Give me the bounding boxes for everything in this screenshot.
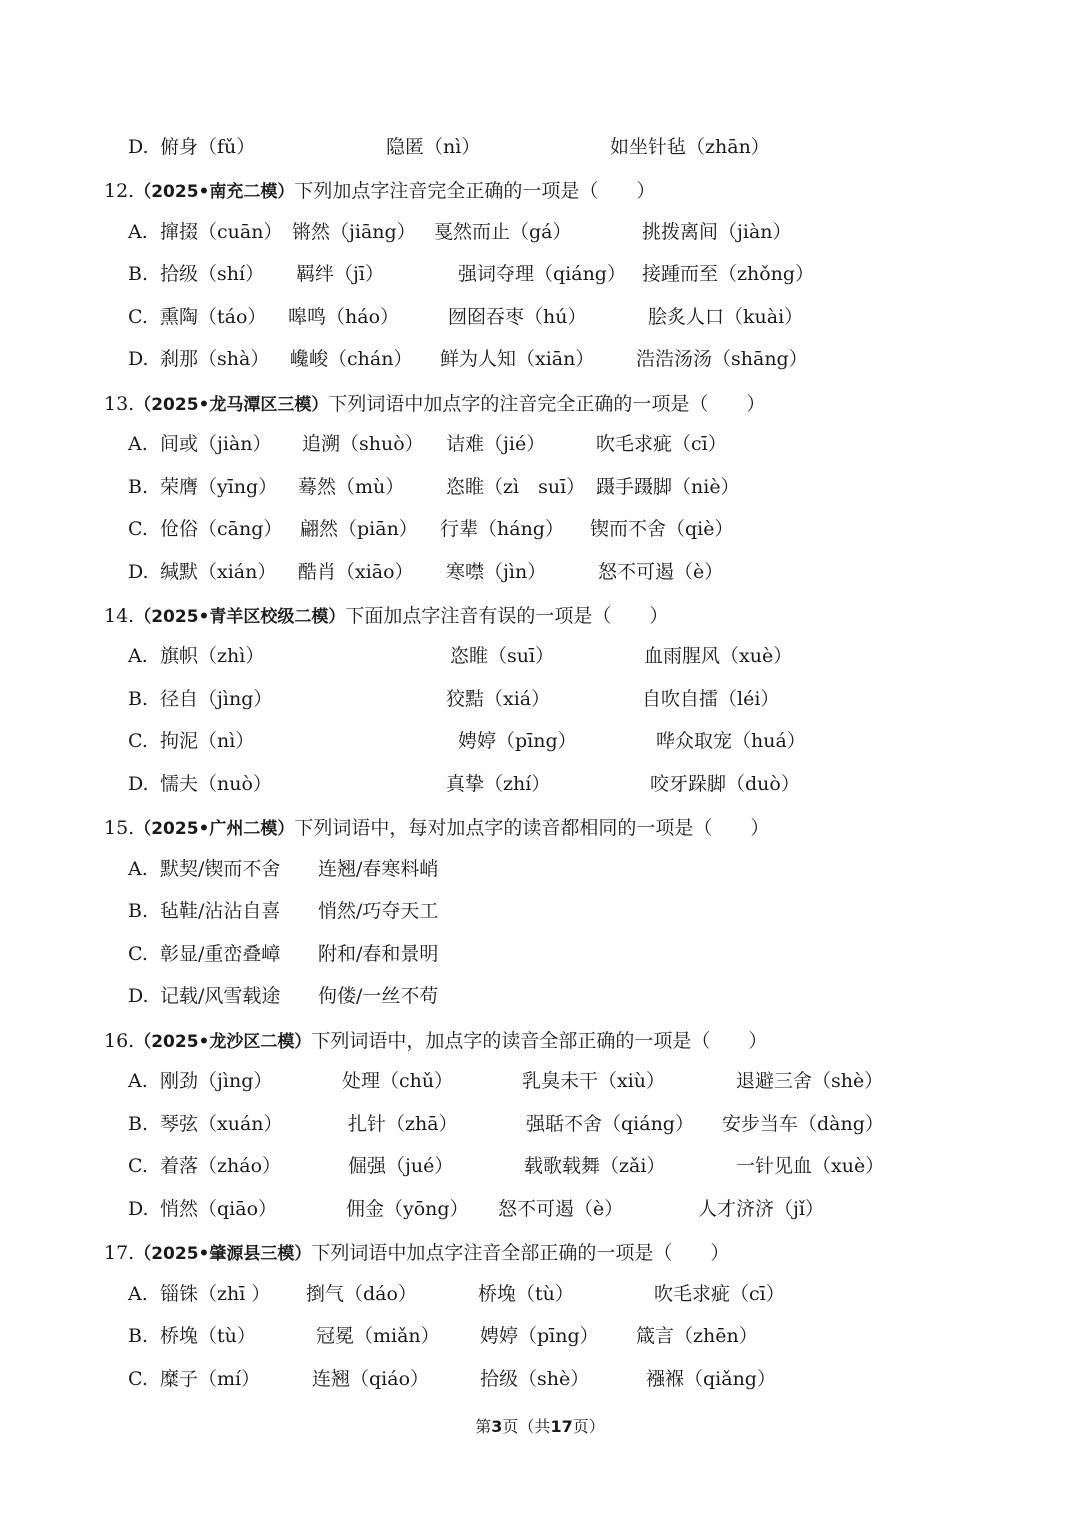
option-item: 行辈（háng） (440, 518, 564, 540)
option-item: 如坐针毡（zhān） (610, 136, 770, 158)
option-item: 一针见血（xuè） (736, 1155, 885, 1177)
option-letter: C. (128, 943, 148, 965)
option-item: 蹑手蹑脚（niè） (596, 476, 740, 498)
option-letter: A. (128, 433, 148, 455)
option-item: 安步当车（dàng） (722, 1113, 884, 1135)
option-item: 荣膺（yīng） (160, 476, 278, 498)
q13-option-c (0, 514, 1080, 544)
option-item: 隐匿（nì） (386, 136, 481, 158)
option-item: 挑拨离间（jiàn） (642, 221, 792, 243)
option-item: 佣金（yōng） (346, 1198, 469, 1220)
footer-text: 页） (572, 1417, 605, 1436)
option-item: 拾级（shè） (480, 1368, 590, 1390)
option-item: 狡黠（xiá） (446, 688, 551, 710)
option-item: 处理（chǔ） (342, 1070, 454, 1092)
question-text: 下列词语中加点字注音全部正确的一项是（ ） (311, 1242, 730, 1264)
q16-option-b (0, 1109, 1080, 1139)
footer-text: 第 (475, 1417, 492, 1436)
option-item: 娉婷（pīng） (458, 730, 577, 752)
option-item: 巉峻（chán） (290, 348, 413, 370)
option-letter: A. (128, 858, 148, 880)
question-text: 下列词语中，加点字的读音全部正确的一项是（ ） (311, 1030, 768, 1052)
option-letter: A. (128, 1283, 148, 1305)
option-item: 恣睢（suī） (450, 645, 555, 667)
question-text: 下列词语中，每对加点字的读音都相同的一项是（ ） (294, 817, 770, 839)
option-letter: C. (128, 730, 148, 752)
option-item: 鲜为人知（xiān） (440, 348, 595, 370)
option-item: 哗众取宠（huá） (656, 730, 806, 752)
question-number: 17. (104, 1242, 135, 1264)
option-letter: A. (128, 645, 148, 667)
option-item: 悄然/巧夺天工 (318, 900, 439, 922)
option-item: 记载/风雪载途 (160, 985, 281, 1007)
option-item: 翩然（piān） (300, 518, 418, 540)
option-letter: B. (128, 263, 149, 285)
q16-option-d (0, 1194, 1080, 1224)
option-item: 锵然（jiāng） (292, 221, 416, 243)
option-item: 箴言（zhēn） (636, 1325, 758, 1347)
q15-option-d (0, 981, 1080, 1011)
current-page-number: 3 (491, 1417, 503, 1436)
option-letter: D. (128, 348, 149, 370)
q14-option-b (0, 684, 1080, 714)
option-letter: B. (128, 900, 149, 922)
q13-option-b (0, 472, 1080, 502)
option-item: 拘泥（nì） (160, 730, 255, 752)
q16-option-a (0, 1066, 1080, 1096)
option-item: 寒噤（jìn） (446, 561, 547, 583)
option-item: 吹毛求疵（cī） (654, 1283, 785, 1305)
option-item: 戛然而止（gá） (434, 221, 572, 243)
option-letter: B. (128, 688, 149, 710)
option-letter: C. (128, 518, 148, 540)
question-13-stem (104, 389, 765, 419)
q12-option-c (0, 302, 1080, 332)
question-text: 下面加点字注音有误的一项是（ ） (345, 605, 669, 627)
option-letter: D. (128, 561, 149, 583)
option-item: 襁褓（qiǎng） (646, 1368, 776, 1390)
option-letter: D. (128, 985, 149, 1007)
option-item: 怒不可遏（è） (498, 1198, 624, 1220)
q13-option-a (0, 429, 1080, 459)
question-number: 12. (104, 180, 135, 202)
question-15-stem (104, 813, 769, 843)
option-item: 咬牙跺脚（duò） (650, 773, 800, 795)
option-item: 捯气（dáo） (306, 1283, 417, 1305)
question-source: （2025•龙沙区二模） (134, 1032, 312, 1052)
option-item: 径自（jìng） (160, 688, 273, 710)
option-item: 间或（jiàn） (160, 433, 272, 455)
option-item: 酷肖（xiāo） (298, 561, 414, 583)
footer-text: 页（共 (502, 1417, 551, 1436)
option-item: 熏陶（táo） (160, 306, 267, 328)
q14-option-a (0, 641, 1080, 671)
option-item: 浩浩汤汤（shāng） (636, 348, 808, 370)
option-item: 怒不可遏（è） (598, 561, 724, 583)
option-item: 悄然（qiāo） (160, 1198, 278, 1220)
question-16-stem (104, 1026, 767, 1056)
option-item: 扎针（zhā） (348, 1113, 458, 1135)
option-letter: B. (128, 1325, 149, 1347)
question-source: （2025•南充二模） (134, 182, 295, 202)
option-item: 退避三舍（shè） (736, 1070, 884, 1092)
option-item: 着落（zháo） (160, 1155, 282, 1177)
option-item: 桥堍（tù） (478, 1283, 574, 1305)
option-item: 娉婷（pīng） (480, 1325, 599, 1347)
option-item: 血雨腥风（xuè） (644, 645, 793, 667)
option-letter: D. (128, 773, 149, 795)
option-letter: B. (128, 1113, 149, 1135)
question-number: 14. (104, 605, 135, 627)
question-text: 下列加点字注音完全正确的一项是（ ） (294, 180, 656, 202)
option-item: 诘难（jié） (446, 433, 546, 455)
option-letter: C. (128, 1368, 148, 1390)
q11-option-d (0, 132, 1080, 162)
option-item: 懦夫（nuò） (160, 773, 272, 795)
q15-option-b (0, 896, 1080, 926)
q15-option-a (0, 854, 1080, 884)
question-17-stem (104, 1238, 729, 1268)
option-letter: B. (128, 476, 149, 498)
option-item: 附和/春和景明 (318, 943, 439, 965)
question-source: （2025•龙马潭区三模） (134, 395, 329, 415)
option-item: 倔强（jué） (348, 1155, 454, 1177)
option-item: 连翘（qiáo） (312, 1368, 430, 1390)
option-item: 羁绊（jī） (296, 263, 384, 285)
option-item: 彰显/重峦叠嶂 (160, 943, 281, 965)
question-source: （2025•广州二模） (134, 819, 295, 839)
option-item: 人才济济（jǐ） (698, 1198, 824, 1220)
option-item: 锱铢（zhī ） (160, 1283, 271, 1305)
option-item: 糜子（mí） (160, 1368, 261, 1390)
question-14-stem (104, 601, 668, 631)
option-item: 俯身（fǔ） (160, 136, 256, 158)
option-item: 乳臭未干（xiù） (522, 1070, 666, 1092)
option-item: 佝偻/一丝不苟 (318, 985, 439, 1007)
option-item: 默契/锲而不舍 (160, 858, 281, 880)
option-item: 嗥鸣（háo） (288, 306, 400, 328)
option-item: 刹那（shà） (160, 348, 270, 370)
page-footer (0, 1414, 1080, 1437)
question-number: 16. (104, 1030, 135, 1052)
option-item: 强聒不舍（qiáng） (526, 1113, 694, 1135)
question-12-stem (104, 176, 655, 206)
option-item: 自吹自擂（léi） (642, 688, 780, 710)
question-number: 15. (104, 817, 135, 839)
option-letter: D. (128, 136, 149, 158)
option-item: 旗帜（zhì） (160, 645, 265, 667)
option-item: 强词夺理（qiáng） (458, 263, 626, 285)
option-item: 刚劲（jìng） (160, 1070, 273, 1092)
q14-option-c (0, 726, 1080, 756)
q12-option-a (0, 217, 1080, 247)
q12-option-d (0, 344, 1080, 374)
option-letter: C. (128, 1155, 148, 1177)
option-letter: C. (128, 306, 148, 328)
question-text: 下列词语中加点字的注音完全正确的一项是（ ） (328, 393, 766, 415)
option-item: 缄默（xián） (160, 561, 277, 583)
q17-option-a (0, 1279, 1080, 1309)
option-item: 蓦然（mù） (298, 476, 405, 498)
option-item: 囫囵吞枣（hú） (448, 306, 587, 328)
q12-option-b (0, 259, 1080, 289)
option-item: 桥堍（tù） (160, 1325, 256, 1347)
option-letter: A. (128, 221, 148, 243)
q14-option-d (0, 769, 1080, 799)
option-item: 伧俗（cāng） (160, 518, 283, 540)
q13-option-d (0, 557, 1080, 587)
question-source: （2025•肇源县三模） (134, 1244, 312, 1264)
option-item: 锲而不舍（qiè） (590, 518, 734, 540)
option-item: 撺掇（cuān） (160, 221, 283, 243)
option-item: 接踵而至（zhǒng） (642, 263, 815, 285)
option-item: 恣睢（zì suī） (446, 476, 586, 498)
option-letter: D. (128, 1198, 149, 1220)
option-item: 冠冕（miǎn） (316, 1325, 440, 1347)
option-item: 载歌载舞（zǎi） (524, 1155, 666, 1177)
option-item: 毡鞋/沾沾自喜 (160, 900, 281, 922)
option-item: 脍炙人口（kuài） (648, 306, 804, 328)
q15-option-c (0, 939, 1080, 969)
option-item: 连翘/春寒料峭 (318, 858, 439, 880)
option-item: 吹毛求疵（cī） (596, 433, 727, 455)
total-page-count: 17 (550, 1417, 573, 1436)
option-item: 真挚（zhí） (446, 773, 551, 795)
option-item: 拾级（shí） (160, 263, 265, 285)
option-item: 追溯（shuò） (302, 433, 424, 455)
question-number: 13. (104, 393, 135, 415)
q17-option-c (0, 1364, 1080, 1394)
q17-option-b (0, 1321, 1080, 1351)
option-item: 琴弦（xuán） (160, 1113, 283, 1135)
q16-option-c (0, 1151, 1080, 1181)
option-letter: A. (128, 1070, 148, 1092)
question-source: （2025•青羊区校级二模） (134, 607, 346, 627)
